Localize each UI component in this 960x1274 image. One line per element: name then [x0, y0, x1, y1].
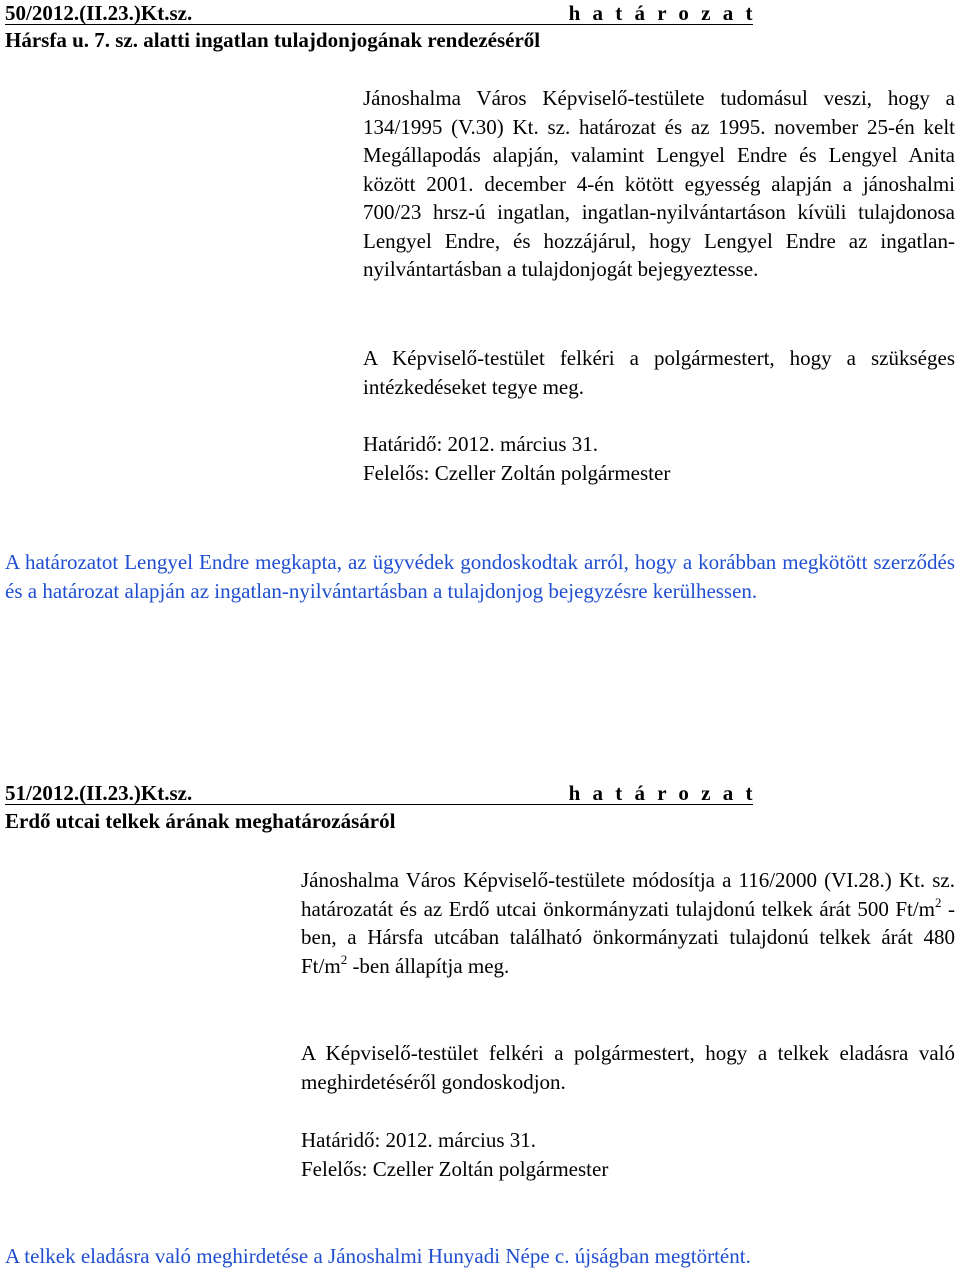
decision-1-body: Jánoshalma Város Képviselő-testülete tudomásul veszi, hogy a 134/1995 (V.30) Kt. sz. határozat és az 1995. november 25-én kelt Megállapodás alapján, valamint Lengyel Endre és Lengyel Anita között 2001. december 4-én kötött egyesség alapján a jánoshalmi 700/23 hrsz-ú ingatlan, ingatlan-nyilvántartáson kívüli tulajdonosa Lengyel Endre, és hozzájárul, hogy Lengyel Endre az ingatlan-nyilvántartásban a tulajdonjogát bejegyeztesse.	[363, 86, 955, 281]
decision-2-number: 51/2012.(II.23.)Kt.sz.	[5, 781, 193, 805]
decision-2-sup2: 2	[340, 951, 348, 967]
decision-1-responsible: Felelős: Czeller Zoltán polgármester	[363, 461, 671, 485]
decision-1-subject: Hársfa u. 7. sz. alatti ingatlan tulajdonjogának rendezéséről	[5, 28, 541, 52]
decision-2-body-part1: Jánoshalma Város Képviselő-testülete módosítja a 116/2000 (VI.28.) Kt. sz. határozatát és az Erdő utcai önkormányzati tulajdonú telkek árát 500 Ft/m	[301, 868, 955, 921]
decision-1-request: A Képviselő-testület felkéri a polgármestert, hogy a szükséges intézkedéseket tegye meg.	[363, 346, 955, 399]
decision-2-sup1: 2	[935, 894, 942, 910]
decision-1-label: h a t á r o z a t	[568, 1, 756, 25]
decision-2-request: A Képviselő-testület felkéri a polgármestert, hogy a telkek eladásra való meghirdetéséről gondoskodjon.	[301, 1041, 955, 1094]
decision-1-note: A határozatot Lengyel Endre megkapta, az ügyvédek gondoskodtak arról, hogy a korábban megkötött szerződés és a határozat alapján az ingatlan-nyilvántartásban a tulajdonjog bejegyzésre kerülhessen.	[5, 550, 955, 603]
decision-1-number: 50/2012.(II.23.)Kt.sz.	[5, 1, 193, 25]
decision-2-responsible: Felelős: Czeller Zoltán polgármester	[301, 1157, 609, 1181]
decision-2-label: h a t á r o z a t	[568, 781, 756, 805]
decision-1-deadline: Határidő: 2012. március 31.	[363, 432, 599, 456]
decision-2-header	[5, 780, 756, 805]
decision-2-body	[301, 866, 955, 980]
decision-2-body-part2: -ben, a Hársfa utcában található önkormányzati tulajdonú telkek árát 480 Ft/m	[301, 896, 955, 978]
decision-1-header	[5, 0, 756, 25]
decision-2-subject: Erdő utcai telkek árának meghatározásáról	[5, 809, 396, 833]
decision-2-body-part3: -ben állapítja meg.	[347, 953, 510, 978]
decision-2-note: A telkek eladásra való meghirdetése a Jánoshalmi Hunyadi Népe c. újságban megtörtént.	[5, 1244, 751, 1268]
decision-2-deadline: Határidő: 2012. március 31.	[301, 1128, 537, 1152]
